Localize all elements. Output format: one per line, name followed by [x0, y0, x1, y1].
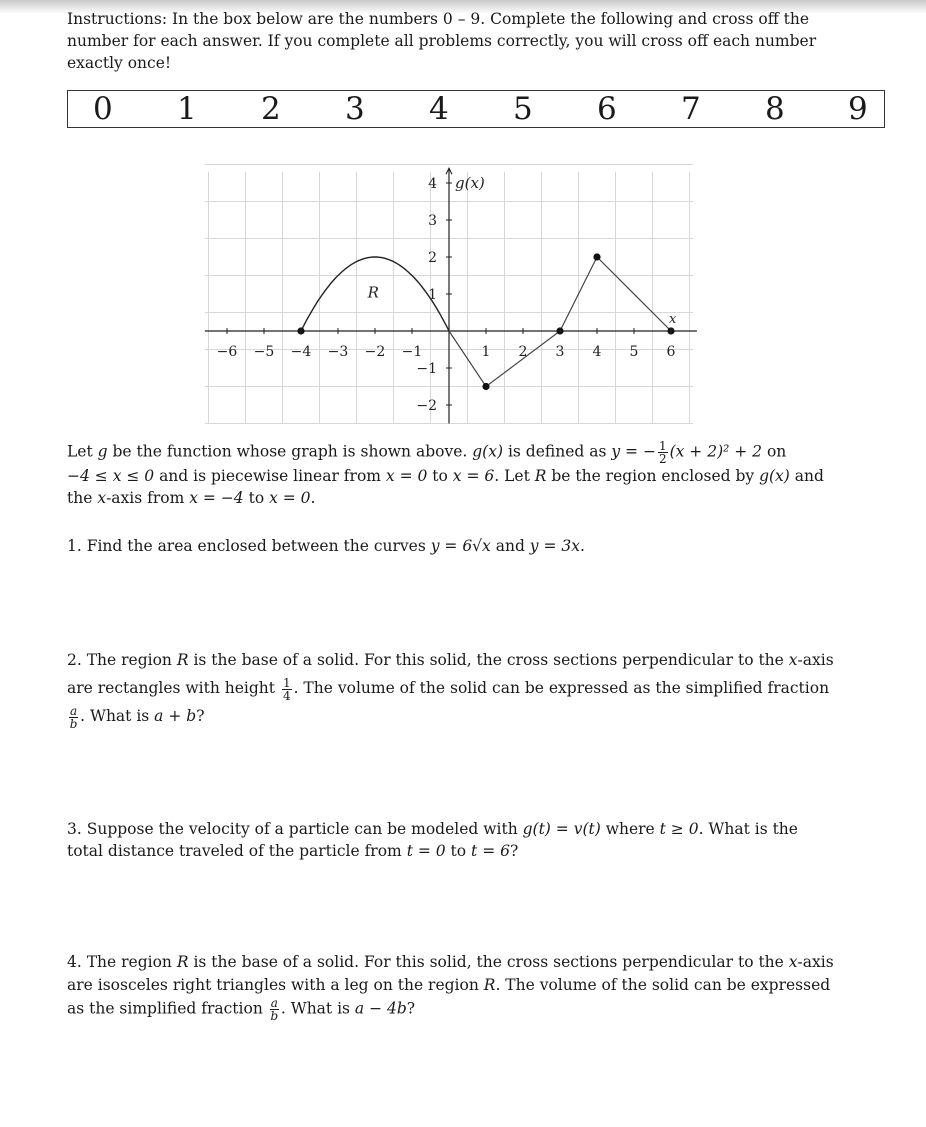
graph-point [482, 383, 489, 390]
x-tick-label: −2 [364, 344, 386, 360]
graph-points [297, 253, 674, 390]
number-5[interactable]: 5 [513, 91, 533, 127]
number-8[interactable]: 8 [765, 91, 785, 127]
graph-axes [205, 168, 697, 423]
x-tick-label: −3 [327, 344, 349, 360]
piecewise-linear [449, 257, 671, 387]
y-tick-label: 4 [428, 176, 437, 192]
number-7[interactable]: 7 [681, 91, 701, 127]
description-line-3: the x-axis from x = −4 to x = 0. [67, 489, 316, 507]
x-axis-label: x [669, 312, 677, 327]
x-tick-label: 4 [592, 344, 602, 360]
number-1[interactable]: 1 [177, 91, 197, 127]
x-tick-label: 5 [629, 344, 639, 360]
instructions-line-1: Instructions: In the box below are the numbers 0 – 9. Complete the following and cross off the [67, 10, 810, 28]
y-tick-label: 2 [428, 250, 437, 266]
x-tick-label: 2 [518, 344, 528, 360]
x-tick-label: 6 [666, 344, 676, 360]
function-description [67, 440, 837, 509]
number-2[interactable]: 2 [261, 91, 281, 127]
x-tick-label: −1 [401, 344, 423, 360]
description-line-2: −4 ≤ x ≤ 0 and is piecewise linear from x = 0 to x = 6. Let R be the region enclosed by g(x) and [67, 467, 824, 485]
one-quarter-fraction: $\frac{1}{4}$ [282, 675, 291, 703]
description-line-1: Let g be the function whose graph is shown above. g(x) is defined as y = − $\frac{1}{2}$ (x + 2)² + 2 on [67, 439, 787, 466]
y-tick-label: −1 [416, 361, 437, 377]
instructions-line-3: exactly once! [67, 54, 172, 72]
y-tick-label: 3 [428, 213, 437, 229]
question-1: 1. Find the area enclosed between the curves y = 6√x and y = 3x. [67, 537, 585, 555]
graph-point [593, 253, 600, 260]
question-4: 4. The region R is the base of a solid. For this solid, the cross sections perpendicular to the x-axis are isosceles right triangles with a leg on the region R. The volume of the solid can be expressed as the simplified fraction $\frac{a}{b}$ . What is a − 4b? [67, 953, 834, 1023]
x-tick-label: −6 [216, 344, 238, 360]
region-label: R [367, 283, 379, 302]
y-tick-labels [416, 176, 452, 414]
y-axis-label: g(x) [455, 174, 485, 192]
one-half-fraction: $\frac{1}{2}$ [658, 439, 667, 466]
x-tick-label: −4 [290, 344, 312, 360]
x-tick-label: 1 [481, 344, 491, 360]
number-9[interactable]: 9 [848, 91, 868, 127]
a-over-b-fraction: $\frac{a}{b}$ [69, 703, 78, 731]
function-graph [0, 0, 926, 440]
y-tick-label: 1 [428, 287, 437, 303]
number-4[interactable]: 4 [429, 91, 449, 127]
question-3: 3. Suppose the velocity of a particle can be modeled with g(t) = v(t) where t ≥ 0. What is the total distance traveled of the particle from t = 0 to t = 6? [67, 820, 798, 860]
y-tick-label: −2 [416, 398, 437, 414]
x-tick-label: 3 [555, 344, 565, 360]
x-tick-label: −5 [253, 344, 275, 360]
number-0[interactable]: 0 [93, 91, 113, 127]
number-3[interactable]: 3 [345, 91, 365, 127]
instructions-line-2: number for each answer. If you complete all problems correctly, you will cross off each number [67, 32, 817, 50]
question-2: 2. The region R is the base of a solid. For this solid, the cross sections perpendicular to the x-axis are rectangles with height $\frac{1}{4}$ . The volume of the solid can be expressed as the simplified fraction $\frac{a}{b}$ . What is a + b? [67, 651, 834, 731]
x-tick-labels [217, 328, 676, 360]
a-over-b-fraction-q4: $\frac{a}{b}$ [270, 996, 279, 1023]
number-6[interactable]: 6 [597, 91, 617, 127]
